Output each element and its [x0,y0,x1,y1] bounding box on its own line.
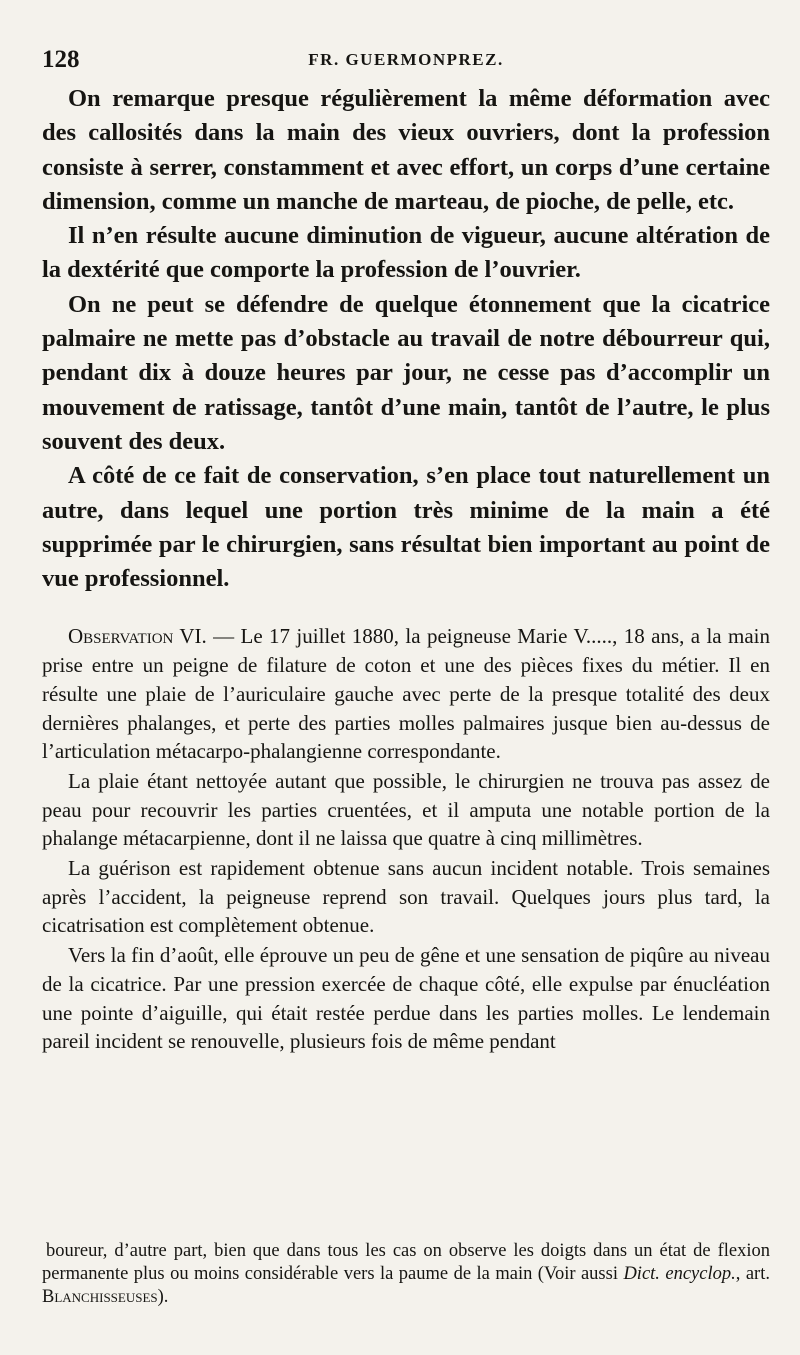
running-title: FR. GUERMONPREZ. [308,50,504,69]
body-text [42,82,770,596]
observation-paragraph: La plaie étant nettoyée autant que possible, le chirurgien ne trouva pas assez de peau pour recouvrir les parties cruentées, et il amputa une notable portion de la phalange métacarpienne, dont il ne laissa que quatre à cinq millimètres. [42,768,770,851]
footnote-article-name: Blanchisseuses [42,1287,158,1307]
paragraph: A côté de ce fait de conservation, s’en place tout naturellement un autre, dans lequel une portion très minime de la main a été supprimée par le chirurgien, sans résultat bien important au point de vue professionnel. [42,462,770,593]
observation-section [42,622,770,1056]
footnote-text-part: boureur, d’autre part, bien que dans tous les cas on observe les doigts dans un état de flexion permanente plus ou moins considérable vers la paume de la main (Voir aussi [42,1241,770,1284]
paragraph: On ne peut se défendre de quelque étonnement que la cicatrice palmaire ne mette pas d’obstacle au travail de notre débourreur qui, pendant dix à douze heures par jour, ne cesse pas d’accomplir un mouvement de ratissage, tantôt d’une main, tantôt de l’autre, le plus souvent des deux. [42,290,770,455]
page-number: 128 [42,46,80,73]
observation-paragraph [42,622,770,766]
footnote-text-part: ). [157,1287,169,1307]
observation-heading: Observation VI. [68,624,207,649]
observation-text: — Le 17 juillet 1880, la peigneuse Marie V....., 18 ans, a la main prise entre un peigne de filature de coton et une des pièces fixes du métier. Il en résulte une plaie de l’auriculaire gauche avec perte de la presque totalité des deux dernières phalanges, et perte des parties molles palmaires jusque bien au-dessus de l’articulation métacarpo-phalangienne correspondante. [42,624,770,764]
footnote-text [42,1240,770,1309]
footnote-text-part: , art. [735,1264,770,1284]
footnote-reference-title: Dict. encyclop. [623,1264,736,1284]
observation-paragraph: La guérison est rapidement obtenue sans aucun incident notable. Trois semaines après l’accident, la peigneuse reprend son travail. Quelques jours plus tard, la cicatrisation est complètement obtenue. [42,856,770,938]
running-head [42,42,770,76]
paragraph: Il n’en résulte aucune diminution de vigueur, aucune altération de la dextérité que comporte la profession de l’ouvrier. [42,222,770,284]
paragraph: On remarque presque régulièrement la même déformation avec des callosités dans la main des vieux ouvriers, dont la profession consiste à serrer, constamment et avec effort, un corps d’une certaine dimension, comme un manche de marteau, de pioche, de pelle, etc. [42,85,770,215]
footnote [42,1240,770,1309]
observation-paragraph: Vers la fin d’août, elle éprouve un peu de gêne et une sensation de piqûre au niveau de la cicatrice. Par une pression exercée de chaque côté, elle expulse par énucléation une pointe d’aiguille, qui était restée perdue dans les parties molles. Le lendemain pareil incident se renouvelle, plusieurs fois de même pendant [42,943,770,1054]
